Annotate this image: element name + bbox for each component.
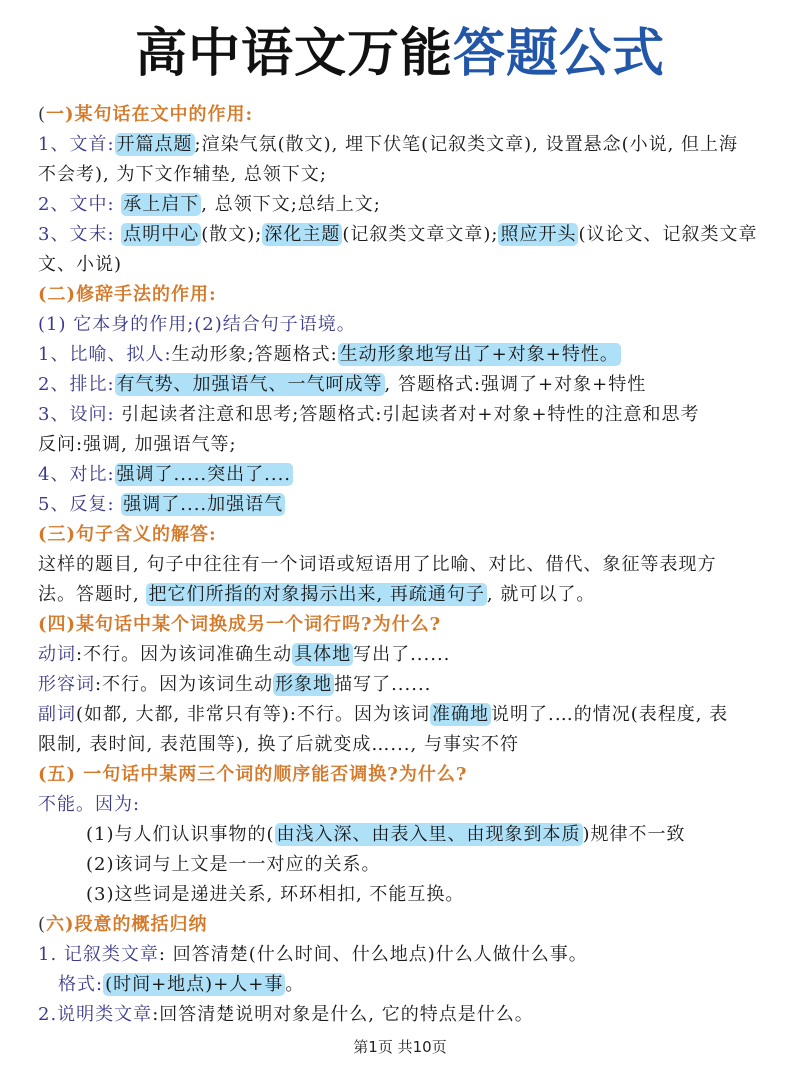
- highlight: 点明中心: [123, 224, 200, 245]
- s2-intro: (1) 它本身的作用;(2)结合句子语境。: [38, 314, 356, 335]
- title-part1: 高中语文万能: [134, 23, 453, 84]
- s1-item-1-cont: 不会考), 为下文作辅垫, 总领下文;: [38, 164, 327, 185]
- highlight: (时间+地点)+人+事: [105, 974, 284, 995]
- s4-item-verb: 动词:不行。因为该词准确生动 具体地 写出了......: [38, 644, 451, 665]
- title-part2: 答题公式: [453, 23, 666, 84]
- s2-item-5: 5、反复: 强调了....加强语气: [38, 494, 284, 515]
- s5-reason-3: (3)这些词是递进关系, 环环相扣, 不能互换。: [86, 884, 465, 905]
- highlight: 开篇点题: [116, 134, 193, 155]
- highlight: 具体地: [294, 644, 352, 665]
- s1-item-1: 1、文首: 开篇点题 ;渲染气氛(散文), 埋下伏笔(记叙类文章), 设置悬念(小说, 但上海: [38, 134, 739, 155]
- highlight: 承上启下: [123, 194, 200, 215]
- highlight: 强调了....加强语气: [123, 494, 284, 515]
- highlight: 强调了.....突出了....: [116, 464, 292, 485]
- section-5-heading: (五) 一句话中某两三个词的顺序能否调换?为什么?: [38, 764, 468, 785]
- highlight: 准确地: [432, 704, 489, 725]
- s3-para-1: 这样的题目, 句子中往往有一个词语或短语用了比喻、对比、借代、象征等表现方: [38, 554, 717, 575]
- highlight: 把它们所指的对象揭示出来, 再疏通句子: [148, 584, 485, 605]
- section-3-heading: (三)句子含义的解答:: [38, 524, 217, 545]
- s1-item-3: 3、文末: 点明中心 (散文); 深化主题 (记叙类文章文章); 照应开头 (议论文、记叙类文章: [38, 224, 758, 245]
- s5-reason-2: (2)该词与上文是一一对应的关系。: [86, 854, 381, 875]
- section-6-heading: (六)段意的概括归纳: [38, 914, 208, 935]
- highlight: 照应开头: [500, 224, 577, 245]
- s3-para-2: 法。答题时, 把它们所指的对象揭示出来, 再疏通句子 , 就可以了。: [38, 584, 596, 605]
- page-number: 第1页 共10页: [353, 1038, 447, 1056]
- s1-item-2: 2、文中: 承上启下 , 总领下文;总结上文;: [38, 194, 381, 215]
- s6-item-1: 1. 记叙类文章: 回答清楚(什么时间、什么地点)什么人做什么事。: [38, 944, 588, 965]
- highlight: 深化主题: [264, 224, 341, 245]
- s2-item-4: 4、对比: 强调了.....突出了....: [38, 464, 292, 485]
- s4-item-adjective: 形容词:不行。因为该词生动 形象地 描写了......: [38, 674, 432, 695]
- section-1-heading: (一)某句话在文中的作用:: [38, 104, 254, 125]
- document-body: [38, 100, 768, 1030]
- s6-item-2: 2.说明类文章:回答清楚说明对象是什么, 它的特点是什么。: [38, 1004, 534, 1025]
- s4-item-adverb: 副词(如都, 大都, 非常只有等):不行。因为该词 准确地 说明了.…的情况(表程度, 表: [38, 704, 729, 725]
- highlight: 有气势、加强语气、一气呵成等: [116, 374, 383, 395]
- section-2-heading: (二)修辞手法的作用:: [38, 284, 217, 305]
- s2-item-1: 1、比喻、拟人:生动形象;答题格式: 生动形象地写出了+对象+特性。: [38, 344, 619, 365]
- s2-item-2: 2、排比: 有气势、加强语气、一气呵成等 , 答题格式:强调了+对象+特性: [38, 374, 647, 395]
- s6-item-1-format: 格式: (时间+地点)+人+事 。: [58, 974, 305, 995]
- s4-item-adverb-cont: 限制, 表时间, 表范围等), 换了后就变成…..., 与事实不符: [38, 734, 519, 755]
- s5-label: 不能。因为:: [38, 794, 141, 815]
- s2-item-3: 3、设问: 引起读者注意和思考;答题格式:引起读者对+对象+特性的注意和思考: [38, 404, 700, 425]
- page-title: [0, 22, 800, 86]
- section-4-heading: (四)某句话中某个词换成另一个词行吗?为什么?: [38, 614, 442, 635]
- s1-item-3-cont: 文、小说): [38, 254, 123, 275]
- highlight: 生动形象地写出了+对象+特性。: [339, 344, 619, 365]
- s5-reason-1: (1)与人们认识事物的( 由浅入深、由表入里、由现象到本质 )规律不一致: [86, 824, 686, 845]
- highlight: 由浅入深、由表入里、由现象到本质: [276, 824, 581, 845]
- highlight: 形象地: [275, 674, 333, 695]
- s2-item-3b: 反问:强调, 加强语气等;: [38, 434, 237, 455]
